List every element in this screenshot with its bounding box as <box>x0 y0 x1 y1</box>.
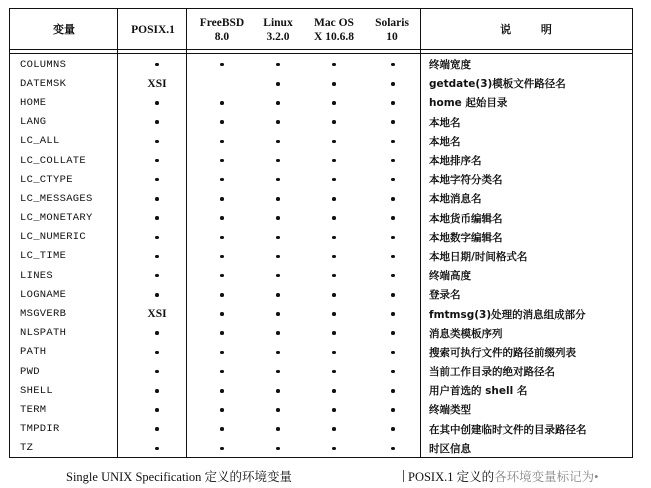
caption-right-faded: 各环境变量标记为• <box>494 470 599 484</box>
description: 时区信息 <box>429 442 471 455</box>
macos-support-cell <box>302 304 366 323</box>
bullet-icon <box>276 312 280 316</box>
posix-support-cell <box>118 439 196 458</box>
header-description-label: 说 明 <box>500 22 552 36</box>
bullet-icon <box>220 101 224 105</box>
bullet-icon <box>276 236 280 240</box>
bullet-icon <box>332 236 336 240</box>
bullet-icon <box>391 63 395 67</box>
bullet-icon <box>332 447 336 451</box>
header-macos-version: X 10.6.8 <box>314 30 354 43</box>
table-row <box>10 132 632 151</box>
bullet-icon <box>220 255 224 259</box>
bullet-icon <box>220 389 224 393</box>
bullet-icon <box>332 255 336 259</box>
table-header-row <box>10 9 632 50</box>
macos-support-cell <box>302 209 366 228</box>
solaris-support-cell <box>361 189 425 208</box>
description: 本地消息名 <box>429 193 482 206</box>
header-freebsd-version: 8.0 <box>214 30 230 43</box>
header-linux-version: 3.2.0 <box>266 30 290 43</box>
caption-left: Single UNIX Specification 定义的环境变量 <box>66 470 293 484</box>
bullet-icon <box>276 274 280 278</box>
posix-support-cell <box>118 151 196 170</box>
table-row <box>10 439 632 458</box>
bullet-icon <box>332 312 336 316</box>
bullet-icon <box>332 178 336 182</box>
bullet-icon <box>332 370 336 374</box>
bullet-icon <box>332 63 336 67</box>
linux-support-cell <box>246 381 310 400</box>
macos-support-cell <box>302 74 366 93</box>
table-row <box>10 74 632 93</box>
table-row <box>10 420 632 439</box>
table-row <box>10 343 632 362</box>
bullet-icon <box>220 63 224 67</box>
variable-name: LINES <box>20 269 54 282</box>
macos-support-cell <box>302 266 366 285</box>
bullet-icon <box>391 312 395 316</box>
description: getdate(3)模板文件路径名 <box>429 78 566 91</box>
macos-support-cell <box>302 285 366 304</box>
table-row <box>10 266 632 285</box>
header-solaris-name: Solaris <box>375 16 409 29</box>
bullet-icon <box>276 101 280 105</box>
solaris-support-cell <box>361 151 425 170</box>
bullet-icon <box>391 331 395 335</box>
bullet-icon <box>276 82 280 86</box>
table-row <box>10 381 632 400</box>
table-row <box>10 113 632 132</box>
bullet-icon <box>276 216 280 220</box>
bullet-icon <box>220 216 224 220</box>
posix-support-cell <box>118 247 196 266</box>
bullet-icon <box>391 274 395 278</box>
macos-support-cell <box>302 228 366 247</box>
bullet-icon <box>220 331 224 335</box>
bullet-icon <box>391 389 395 393</box>
description: 消息类模板序列 <box>429 327 503 340</box>
freebsd-support-cell <box>190 381 254 400</box>
bullet-icon <box>332 140 336 144</box>
bullet-icon <box>391 236 395 240</box>
solaris-support-cell <box>361 247 425 266</box>
bullet-icon <box>155 389 159 393</box>
variable-name: PWD <box>20 365 40 378</box>
solaris-support-cell <box>361 74 425 93</box>
variable-name: SHELL <box>20 384 54 397</box>
bullet-icon <box>220 197 224 201</box>
freebsd-support-cell <box>190 247 254 266</box>
table-row <box>10 189 632 208</box>
header-posix <box>118 9 188 50</box>
bullet-icon <box>155 178 159 182</box>
bullet-icon <box>276 140 280 144</box>
variable-name: HOME <box>20 96 47 109</box>
solaris-support-cell <box>361 343 425 362</box>
variable-name: LC_CTYPE <box>20 173 73 186</box>
bullet-icon <box>155 293 159 297</box>
bullet-icon <box>276 293 280 297</box>
macos-support-cell <box>302 55 366 74</box>
bullet-icon <box>276 370 280 374</box>
table-row <box>10 400 632 419</box>
table-row <box>10 93 632 112</box>
macos-support-cell <box>302 93 366 112</box>
bullet-icon <box>332 351 336 355</box>
table-row <box>10 285 632 304</box>
bullet-icon <box>155 255 159 259</box>
description: 当前工作目录的绝对路径名 <box>429 366 555 379</box>
description: 用户首选的 shell 名 <box>429 385 528 398</box>
bullet-icon <box>276 389 280 393</box>
bullet-icon <box>276 331 280 335</box>
linux-support-cell <box>246 266 310 285</box>
bullet-icon <box>391 351 395 355</box>
variable-name: LC_TIME <box>20 250 67 263</box>
freebsd-support-cell <box>190 189 254 208</box>
freebsd-support-cell <box>190 170 254 189</box>
solaris-support-cell <box>361 285 425 304</box>
description: home 起始目录 <box>429 97 508 110</box>
header-double-rule <box>10 53 632 54</box>
bullet-icon <box>220 140 224 144</box>
bullet-icon <box>332 159 336 163</box>
variable-name: TERM <box>20 403 47 416</box>
header-linux <box>248 9 308 50</box>
bullet-icon <box>155 370 159 374</box>
bullet-icon <box>391 447 395 451</box>
solaris-support-cell <box>361 132 425 151</box>
caption-right-strong: POSIX.1 定义的 <box>408 470 495 484</box>
freebsd-support-cell <box>190 209 254 228</box>
linux-support-cell <box>246 151 310 170</box>
bullet-icon <box>276 178 280 182</box>
solaris-support-cell <box>361 381 425 400</box>
freebsd-support-cell <box>190 304 254 323</box>
solaris-support-cell <box>361 55 425 74</box>
posix-support-cell <box>118 170 196 189</box>
freebsd-support-cell <box>190 113 254 132</box>
variable-name: MSGVERB <box>20 308 67 321</box>
bullet-icon <box>276 120 280 124</box>
header-variable <box>10 9 118 50</box>
linux-support-cell <box>246 362 310 381</box>
freebsd-support-cell <box>190 228 254 247</box>
freebsd-support-cell <box>190 55 254 74</box>
linux-support-cell <box>246 113 310 132</box>
bullet-icon <box>220 159 224 163</box>
header-macos <box>302 9 366 50</box>
xsi-label: XSI <box>147 308 167 321</box>
description: 本地日期/时间格式名 <box>429 250 528 263</box>
posix-support-cell <box>118 55 196 74</box>
linux-support-cell <box>246 400 310 419</box>
linux-support-cell <box>246 420 310 439</box>
linux-support-cell <box>246 132 310 151</box>
posix-support-cell <box>118 400 196 419</box>
header-macos-name: Mac OS <box>314 16 354 29</box>
bullet-icon <box>276 255 280 259</box>
solaris-support-cell <box>361 209 425 228</box>
posix-support-cell <box>118 362 196 381</box>
freebsd-support-cell <box>190 400 254 419</box>
linux-support-cell <box>246 247 310 266</box>
variable-name: TZ <box>20 442 34 455</box>
solaris-support-cell <box>361 93 425 112</box>
bullet-icon <box>391 101 395 105</box>
bullet-icon <box>155 101 159 105</box>
bullet-icon <box>155 63 159 67</box>
description: fmtmsg(3)处理的消息组成部分 <box>429 308 586 321</box>
bullet-icon <box>391 197 395 201</box>
header-variable-label: 变量 <box>53 22 75 36</box>
variable-name: DATEMSK <box>20 77 67 90</box>
table-row <box>10 228 632 247</box>
solaris-support-cell <box>361 113 425 132</box>
solaris-support-cell <box>361 420 425 439</box>
bullet-icon <box>391 159 395 163</box>
bullet-icon <box>332 82 336 86</box>
description: 本地排序名 <box>429 155 482 168</box>
bullet-icon <box>220 312 224 316</box>
bullet-icon <box>332 408 336 412</box>
freebsd-support-cell <box>190 74 254 93</box>
bullet-icon <box>155 427 159 431</box>
bullet-icon <box>155 274 159 278</box>
bullet-icon <box>391 216 395 220</box>
posix-support-cell <box>118 93 196 112</box>
bullet-icon <box>155 159 159 163</box>
posix-support-cell <box>118 343 196 362</box>
description: 本地货币编辑名 <box>429 212 503 225</box>
bullet-icon <box>391 120 395 124</box>
variable-name: TMPDIR <box>20 423 60 436</box>
freebsd-support-cell <box>190 266 254 285</box>
solaris-support-cell <box>361 304 425 323</box>
header-freebsd-name: FreeBSD <box>199 16 245 29</box>
table-body <box>10 55 632 458</box>
table-row <box>10 55 632 74</box>
bullet-icon <box>332 389 336 393</box>
solaris-support-cell <box>361 228 425 247</box>
bullet-icon <box>391 408 395 412</box>
bullet-icon <box>391 427 395 431</box>
header-posix-label: POSIX.1 <box>131 23 175 36</box>
bullet-icon <box>220 351 224 355</box>
description: 在其中创建临时文件的目录路径名 <box>429 423 587 436</box>
posix-support-cell <box>118 113 196 132</box>
bullet-icon <box>332 274 336 278</box>
posix-support-cell <box>118 132 196 151</box>
freebsd-support-cell <box>190 151 254 170</box>
bullet-icon <box>276 408 280 412</box>
solaris-support-cell <box>361 266 425 285</box>
posix-support-cell <box>118 228 196 247</box>
macos-support-cell <box>302 400 366 419</box>
posix-support-cell <box>118 324 196 343</box>
freebsd-support-cell <box>190 285 254 304</box>
bullet-icon <box>276 447 280 451</box>
solaris-support-cell <box>361 324 425 343</box>
bullet-icon <box>220 274 224 278</box>
xsi-label: XSI <box>147 77 167 90</box>
macos-support-cell <box>302 132 366 151</box>
variable-name: LANG <box>20 116 47 129</box>
caption-right <box>403 467 599 485</box>
table-row <box>10 209 632 228</box>
bullet-icon <box>276 197 280 201</box>
table-row <box>10 362 632 381</box>
bullet-icon <box>391 178 395 182</box>
solaris-support-cell <box>361 170 425 189</box>
description: 登录名 <box>429 289 461 302</box>
posix-support-cell <box>118 304 196 323</box>
bullet-icon <box>155 140 159 144</box>
freebsd-support-cell <box>190 362 254 381</box>
linux-support-cell <box>246 228 310 247</box>
header-linux-name: Linux <box>263 16 293 29</box>
linux-support-cell <box>246 189 310 208</box>
description: 终端类型 <box>429 404 471 417</box>
bullet-icon <box>220 447 224 451</box>
macos-support-cell <box>302 439 366 458</box>
bullet-icon <box>391 370 395 374</box>
bullet-icon <box>220 120 224 124</box>
freebsd-support-cell <box>190 343 254 362</box>
description: 本地数字编辑名 <box>429 231 503 244</box>
macos-support-cell <box>302 362 366 381</box>
macos-support-cell <box>302 343 366 362</box>
bullet-icon <box>155 236 159 240</box>
variable-name: LOGNAME <box>20 288 67 301</box>
freebsd-support-cell <box>190 132 254 151</box>
freebsd-support-cell <box>190 324 254 343</box>
macos-support-cell <box>302 381 366 400</box>
bullet-icon <box>332 216 336 220</box>
bullet-icon <box>220 236 224 240</box>
bullet-icon <box>155 447 159 451</box>
posix-support-cell <box>118 381 196 400</box>
bullet-icon <box>276 351 280 355</box>
bullet-icon <box>220 370 224 374</box>
variable-name: LC_MONETARY <box>20 212 93 225</box>
macos-support-cell <box>302 151 366 170</box>
environment-variables-table <box>9 8 633 458</box>
bullet-icon <box>220 293 224 297</box>
macos-support-cell <box>302 189 366 208</box>
posix-support-cell <box>118 189 196 208</box>
posix-support-cell <box>118 420 196 439</box>
macos-support-cell <box>302 324 366 343</box>
linux-support-cell <box>246 439 310 458</box>
linux-support-cell <box>246 170 310 189</box>
description: 终端宽度 <box>429 59 471 72</box>
header-solaris <box>362 9 422 50</box>
variable-name: LC_MESSAGES <box>20 192 93 205</box>
variable-name: NLSPATH <box>20 327 67 340</box>
macos-support-cell <box>302 247 366 266</box>
linux-support-cell <box>246 324 310 343</box>
bullet-icon <box>155 351 159 355</box>
posix-support-cell <box>118 266 196 285</box>
bullet-icon <box>220 178 224 182</box>
description: 终端高度 <box>429 270 471 283</box>
macos-support-cell <box>302 170 366 189</box>
variable-name: LC_NUMERIC <box>20 231 87 244</box>
bullet-icon <box>220 408 224 412</box>
bullet-icon <box>155 408 159 412</box>
bullet-icon <box>332 293 336 297</box>
bullet-icon <box>391 82 395 86</box>
variable-name: COLUMNS <box>20 58 67 71</box>
bullet-icon <box>332 197 336 201</box>
freebsd-support-cell <box>190 93 254 112</box>
bullet-icon <box>155 331 159 335</box>
bullet-icon <box>155 120 159 124</box>
bullet-icon <box>391 140 395 144</box>
solaris-support-cell <box>361 439 425 458</box>
linux-support-cell <box>246 93 310 112</box>
bullet-icon <box>332 427 336 431</box>
bullet-icon <box>391 293 395 297</box>
variable-name: LC_ALL <box>20 135 60 148</box>
linux-support-cell <box>246 304 310 323</box>
table-row <box>10 304 632 323</box>
freebsd-support-cell <box>190 420 254 439</box>
variable-name: LC_COLLATE <box>20 154 87 167</box>
description: 本地字符分类名 <box>429 174 503 187</box>
description: 本地名 <box>429 135 461 148</box>
header-solaris-version: 10 <box>386 30 398 43</box>
linux-support-cell <box>246 209 310 228</box>
bullet-icon <box>332 331 336 335</box>
bullet-icon <box>332 120 336 124</box>
bullet-icon <box>276 427 280 431</box>
header-description <box>421 9 631 50</box>
table-row <box>10 170 632 189</box>
bullet-icon <box>220 427 224 431</box>
linux-support-cell <box>246 74 310 93</box>
variable-name: PATH <box>20 346 47 359</box>
bullet-icon <box>276 159 280 163</box>
bullet-icon <box>276 63 280 67</box>
linux-support-cell <box>246 55 310 74</box>
macos-support-cell <box>302 113 366 132</box>
freebsd-support-cell <box>190 439 254 458</box>
table-row <box>10 247 632 266</box>
header-freebsd <box>192 9 252 50</box>
description: 搜索可执行文件的路径前缀列表 <box>429 346 576 359</box>
posix-support-cell <box>118 74 196 93</box>
table-row <box>10 324 632 343</box>
solaris-support-cell <box>361 362 425 381</box>
linux-support-cell <box>246 285 310 304</box>
macos-support-cell <box>302 420 366 439</box>
table-row <box>10 151 632 170</box>
bullet-icon <box>155 197 159 201</box>
linux-support-cell <box>246 343 310 362</box>
posix-support-cell <box>118 209 196 228</box>
solaris-support-cell <box>361 400 425 419</box>
bullet-icon <box>155 216 159 220</box>
posix-support-cell <box>118 285 196 304</box>
bullet-icon <box>391 255 395 259</box>
bullet-icon <box>332 101 336 105</box>
caption-bar <box>403 470 404 482</box>
description: 本地名 <box>429 116 461 129</box>
